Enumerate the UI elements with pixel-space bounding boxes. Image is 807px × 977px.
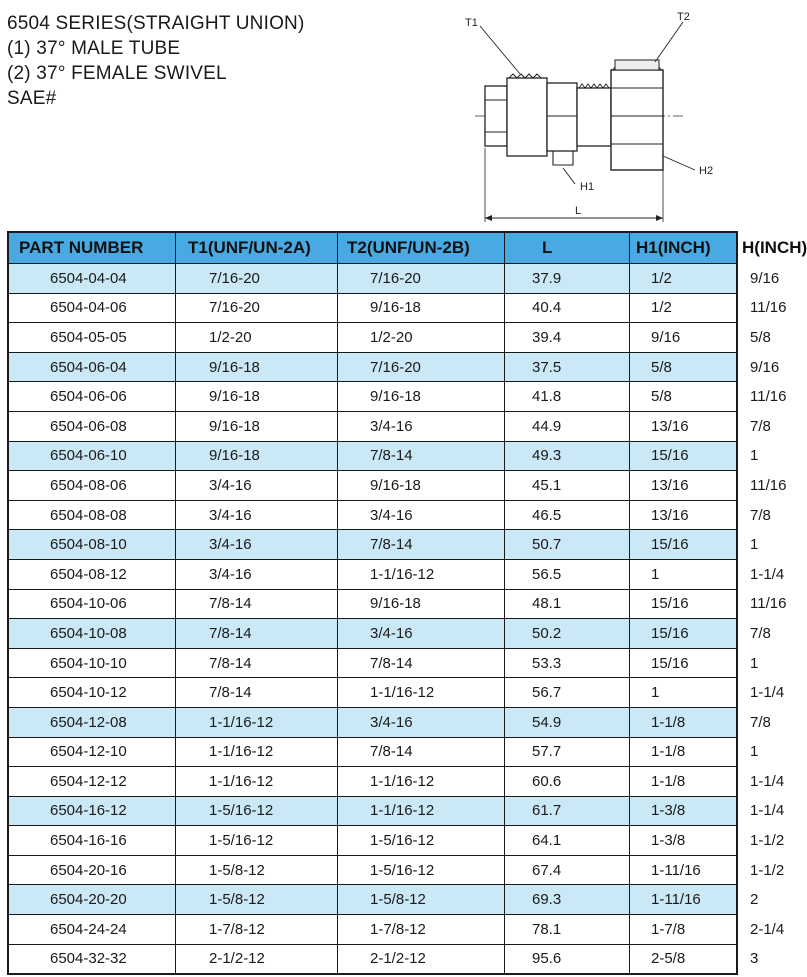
cell-l: 53.3	[505, 648, 630, 678]
cell-t1: 1-5/8-12	[176, 855, 338, 885]
cell-l: 40.4	[505, 293, 630, 323]
cell-t1: 2-1/2-12	[176, 944, 338, 974]
cell-t2: 1/2-20	[338, 323, 505, 353]
cell-t2: 1-1/16-12	[338, 678, 505, 708]
table-row: 6504-24-24 1-7/8-12 1-7/8-12 78.1 1-7/8 2-1/4	[8, 915, 737, 945]
cell-l: 61.7	[505, 796, 630, 826]
table-row: 6504-06-06 9/16-18 9/16-18 41.8 5/8 11/16	[8, 382, 737, 412]
cell-t2: 7/8-14	[338, 648, 505, 678]
swivel-nut	[611, 60, 663, 170]
cell-part-number: 6504-08-06	[8, 471, 176, 501]
cell-h1: 13/16	[630, 411, 737, 441]
cell-t2: 9/16-18	[338, 589, 505, 619]
cell-h1: 1-3/8	[630, 796, 737, 826]
cell-h1: 1-1/8	[630, 767, 737, 797]
table-row: 6504-08-10 3/4-16 7/8-14 50.7 15/16 1	[8, 530, 737, 560]
cell-part-number: 6504-20-16	[8, 855, 176, 885]
cell-part-number: 6504-16-12	[8, 796, 176, 826]
cell-part-number: 6504-10-10	[8, 648, 176, 678]
cell-t2: 9/16-18	[338, 471, 505, 501]
table-row: 6504-12-10 1-1/16-12 7/8-14 57.7 1-1/8 1	[8, 737, 737, 767]
cell-t2: 9/16-18	[338, 382, 505, 412]
cell-l: 37.9	[505, 264, 630, 294]
series-title: 6504 SERIES(STRAIGHT UNION)	[7, 13, 305, 34]
table-row: 6504-10-06 7/8-14 9/16-18 48.1 15/16 11/16	[8, 589, 737, 619]
standard-label: SAE#	[7, 88, 57, 109]
table-row: 6504-12-08 1-1/16-12 3/4-16 54.9 1-1/8 7/8	[8, 707, 737, 737]
cell-l: 39.4	[505, 323, 630, 353]
table-row: 6504-16-16 1-5/16-12 1-5/16-12 64.1 1-3/8 1-1/2	[8, 826, 737, 856]
cell-part-number: 6504-06-06	[8, 382, 176, 412]
label-l: L	[575, 205, 582, 217]
table-header-row: PART NUMBER T1(UNF/UN-2A) T2(UNF/UN-2B) L H1(INCH) H(INCH)	[8, 232, 737, 264]
cell-h1: 9/16	[630, 323, 737, 353]
cell-t2: 2-1/2-12	[338, 944, 505, 974]
cell-t1: 7/8-14	[176, 678, 338, 708]
cell-part-number: 6504-06-10	[8, 441, 176, 471]
cell-l: 56.5	[505, 559, 630, 589]
cell-h1: 1-1/8	[630, 707, 737, 737]
cell-part-number: 6504-12-12	[8, 767, 176, 797]
cell-l: 46.5	[505, 500, 630, 530]
cell-part-number: 6504-20-20	[8, 885, 176, 915]
cell-part-number: 6504-12-08	[8, 707, 176, 737]
cell-t1: 7/8-14	[176, 619, 338, 649]
cell-t1: 7/16-20	[176, 264, 338, 294]
cell-h1: 13/16	[630, 500, 737, 530]
table-row: 6504-08-12 3/4-16 1-1/16-12 56.5 1 1-1/4	[8, 559, 737, 589]
header-part-number: PART NUMBER	[8, 232, 176, 264]
cell-t2: 3/4-16	[338, 619, 505, 649]
cell-t1: 1-5/16-12	[176, 796, 338, 826]
cell-t2: 3/4-16	[338, 707, 505, 737]
cell-part-number: 6504-04-06	[8, 293, 176, 323]
header-l: L	[505, 232, 630, 264]
cell-part-number: 6504-10-08	[8, 619, 176, 649]
cell-part-number: 6504-12-10	[8, 737, 176, 767]
table-row: 6504-16-12 1-5/16-12 1-1/16-12 61.7 1-3/8 1-1/4	[8, 796, 737, 826]
hex-h1	[547, 83, 577, 165]
cell-h1: 5/8	[630, 352, 737, 382]
cell-h1: 1/2	[630, 264, 737, 294]
table-row: 6504-10-12 7/8-14 1-1/16-12 56.7 1 1-1/4	[8, 678, 737, 708]
cell-t2: 1-5/16-12	[338, 855, 505, 885]
cell-l: 69.3	[505, 885, 630, 915]
cell-l: 50.7	[505, 530, 630, 560]
end-type-male: (1) 37° MALE TUBE	[7, 38, 181, 59]
header-h1: H1(INCH)	[630, 232, 737, 264]
cell-t2: 1-1/16-12	[338, 796, 505, 826]
table-row: 6504-20-16 1-5/8-12 1-5/16-12 67.4 1-11/16 1-1/2	[8, 855, 737, 885]
table-row: 6504-12-12 1-1/16-12 1-1/16-12 60.6 1-1/8 1-1/4	[8, 767, 737, 797]
header-t1: T1(UNF/UN-2A)	[176, 232, 338, 264]
cell-t1: 1/2-20	[176, 323, 338, 353]
cell-h1: 5/8	[630, 382, 737, 412]
cell-t2: 7/16-20	[338, 352, 505, 382]
cell-t2: 1-7/8-12	[338, 915, 505, 945]
cell-t1: 1-1/16-12	[176, 707, 338, 737]
label-h2: H2	[699, 165, 714, 177]
specification-table	[7, 231, 807, 975]
cell-part-number: 6504-08-10	[8, 530, 176, 560]
cell-l: 37.5	[505, 352, 630, 382]
cell-part-number: 6504-06-08	[8, 411, 176, 441]
cell-l: 45.1	[505, 471, 630, 501]
cell-t1: 3/4-16	[176, 530, 338, 560]
cell-t1: 7/8-14	[176, 589, 338, 619]
cell-part-number: 6504-10-06	[8, 589, 176, 619]
cell-t2: 1-5/16-12	[338, 826, 505, 856]
cell-h1: 15/16	[630, 619, 737, 649]
cell-t1: 1-1/16-12	[176, 737, 338, 767]
table-row: 6504-32-32 2-1/2-12 2-1/2-12 95.6 2-5/8 3	[8, 944, 737, 974]
label-t1: T1	[465, 17, 478, 29]
cell-t1: 3/4-16	[176, 559, 338, 589]
cell-h1: 13/16	[630, 471, 737, 501]
cell-h1: 1/2	[630, 293, 737, 323]
cell-part-number: 6504-08-12	[8, 559, 176, 589]
table-row: 6504-08-08 3/4-16 3/4-16 46.5 13/16 7/8	[8, 500, 737, 530]
table-row: 6504-06-04 9/16-18 7/16-20 37.5 5/8 9/16	[8, 352, 737, 382]
end-type-female: (2) 37° FEMALE SWIVEL	[7, 63, 227, 84]
cell-t1: 1-5/16-12	[176, 826, 338, 856]
cell-h1: 1-1/8	[630, 737, 737, 767]
cell-h1: 1	[630, 678, 737, 708]
cell-part-number: 6504-10-12	[8, 678, 176, 708]
cell-l: 67.4	[505, 855, 630, 885]
table-row: 6504-20-20 1-5/8-12 1-5/8-12 69.3 1-11/16 2	[8, 885, 737, 915]
cell-t2: 3/4-16	[338, 500, 505, 530]
cell-t2: 1-1/16-12	[338, 559, 505, 589]
cell-t1: 7/8-14	[176, 648, 338, 678]
cell-part-number: 6504-16-16	[8, 826, 176, 856]
cell-part-number: 6504-08-08	[8, 500, 176, 530]
cell-t1: 9/16-18	[176, 441, 338, 471]
cell-part-number: 6504-32-32	[8, 944, 176, 974]
cell-h1: 1	[630, 559, 737, 589]
cell-l: 50.2	[505, 619, 630, 649]
table-row: 6504-06-10 9/16-18 7/8-14 49.3 15/16 1	[8, 441, 737, 471]
table-row: 6504-08-06 3/4-16 9/16-18 45.1 13/16 11/16	[8, 471, 737, 501]
cell-t1: 1-5/8-12	[176, 885, 338, 915]
table-row: 6504-06-08 9/16-18 3/4-16 44.9 13/16 7/8	[8, 411, 737, 441]
cell-l: 60.6	[505, 767, 630, 797]
cell-l: 95.6	[505, 944, 630, 974]
table-row: 6504-05-05 1/2-20 1/2-20 39.4 9/16 5/8	[8, 323, 737, 353]
cell-l: 57.7	[505, 737, 630, 767]
cell-h1: 1-3/8	[630, 826, 737, 856]
cell-part-number: 6504-05-05	[8, 323, 176, 353]
table-row: 6504-10-10 7/8-14 7/8-14 53.3 15/16 1	[8, 648, 737, 678]
cell-t1: 1-1/16-12	[176, 767, 338, 797]
cell-l: 54.9	[505, 707, 630, 737]
cell-part-number: 6504-24-24	[8, 915, 176, 945]
table-body	[8, 264, 787, 975]
series-heading	[7, 11, 305, 111]
fitting-drawing	[455, 8, 725, 228]
cell-l: 49.3	[505, 441, 630, 471]
cell-h1: 1-11/16	[630, 885, 737, 915]
cell-t2: 1-1/16-12	[338, 767, 505, 797]
cell-t1: 7/16-20	[176, 293, 338, 323]
cell-l: 41.8	[505, 382, 630, 412]
cell-h1: 15/16	[630, 648, 737, 678]
cell-t2: 7/8-14	[338, 737, 505, 767]
cell-t1: 9/16-18	[176, 382, 338, 412]
cell-t2: 7/8-14	[338, 441, 505, 471]
header-t2: T2(UNF/UN-2B)	[338, 232, 505, 264]
cell-t2: 1-5/8-12	[338, 885, 505, 915]
cell-h1: 15/16	[630, 530, 737, 560]
cell-l: 64.1	[505, 826, 630, 856]
cell-t1: 3/4-16	[176, 500, 338, 530]
cell-t2: 7/16-20	[338, 264, 505, 294]
cell-t2: 3/4-16	[338, 411, 505, 441]
cell-t1: 3/4-16	[176, 471, 338, 501]
cell-t1: 1-7/8-12	[176, 915, 338, 945]
cell-h1: 1-7/8	[630, 915, 737, 945]
cell-t1: 9/16-18	[176, 411, 338, 441]
cell-l: 48.1	[505, 589, 630, 619]
cell-t2: 9/16-18	[338, 293, 505, 323]
label-t2: T2	[677, 11, 690, 23]
label-h1: H1	[580, 181, 595, 193]
cell-l: 78.1	[505, 915, 630, 945]
cell-h1: 1-11/16	[630, 855, 737, 885]
cell-h1: 15/16	[630, 589, 737, 619]
cell-part-number: 6504-04-04	[8, 264, 176, 294]
cell-part-number: 6504-06-04	[8, 352, 176, 382]
male-tube-end	[485, 74, 547, 156]
cell-l: 56.7	[505, 678, 630, 708]
table-row: 6504-10-08 7/8-14 3/4-16 50.2 15/16 7/8	[8, 619, 737, 649]
cell-l: 44.9	[505, 411, 630, 441]
cell-t2: 7/8-14	[338, 530, 505, 560]
table-row: 6504-04-04 7/16-20 7/16-20 37.9 1/2 9/16	[8, 264, 737, 294]
cell-t1: 9/16-18	[176, 352, 338, 382]
cell-h1: 2-5/8	[630, 944, 737, 974]
cell-h1: 15/16	[630, 441, 737, 471]
table-row: 6504-04-06 7/16-20 9/16-18 40.4 1/2 11/16	[8, 293, 737, 323]
